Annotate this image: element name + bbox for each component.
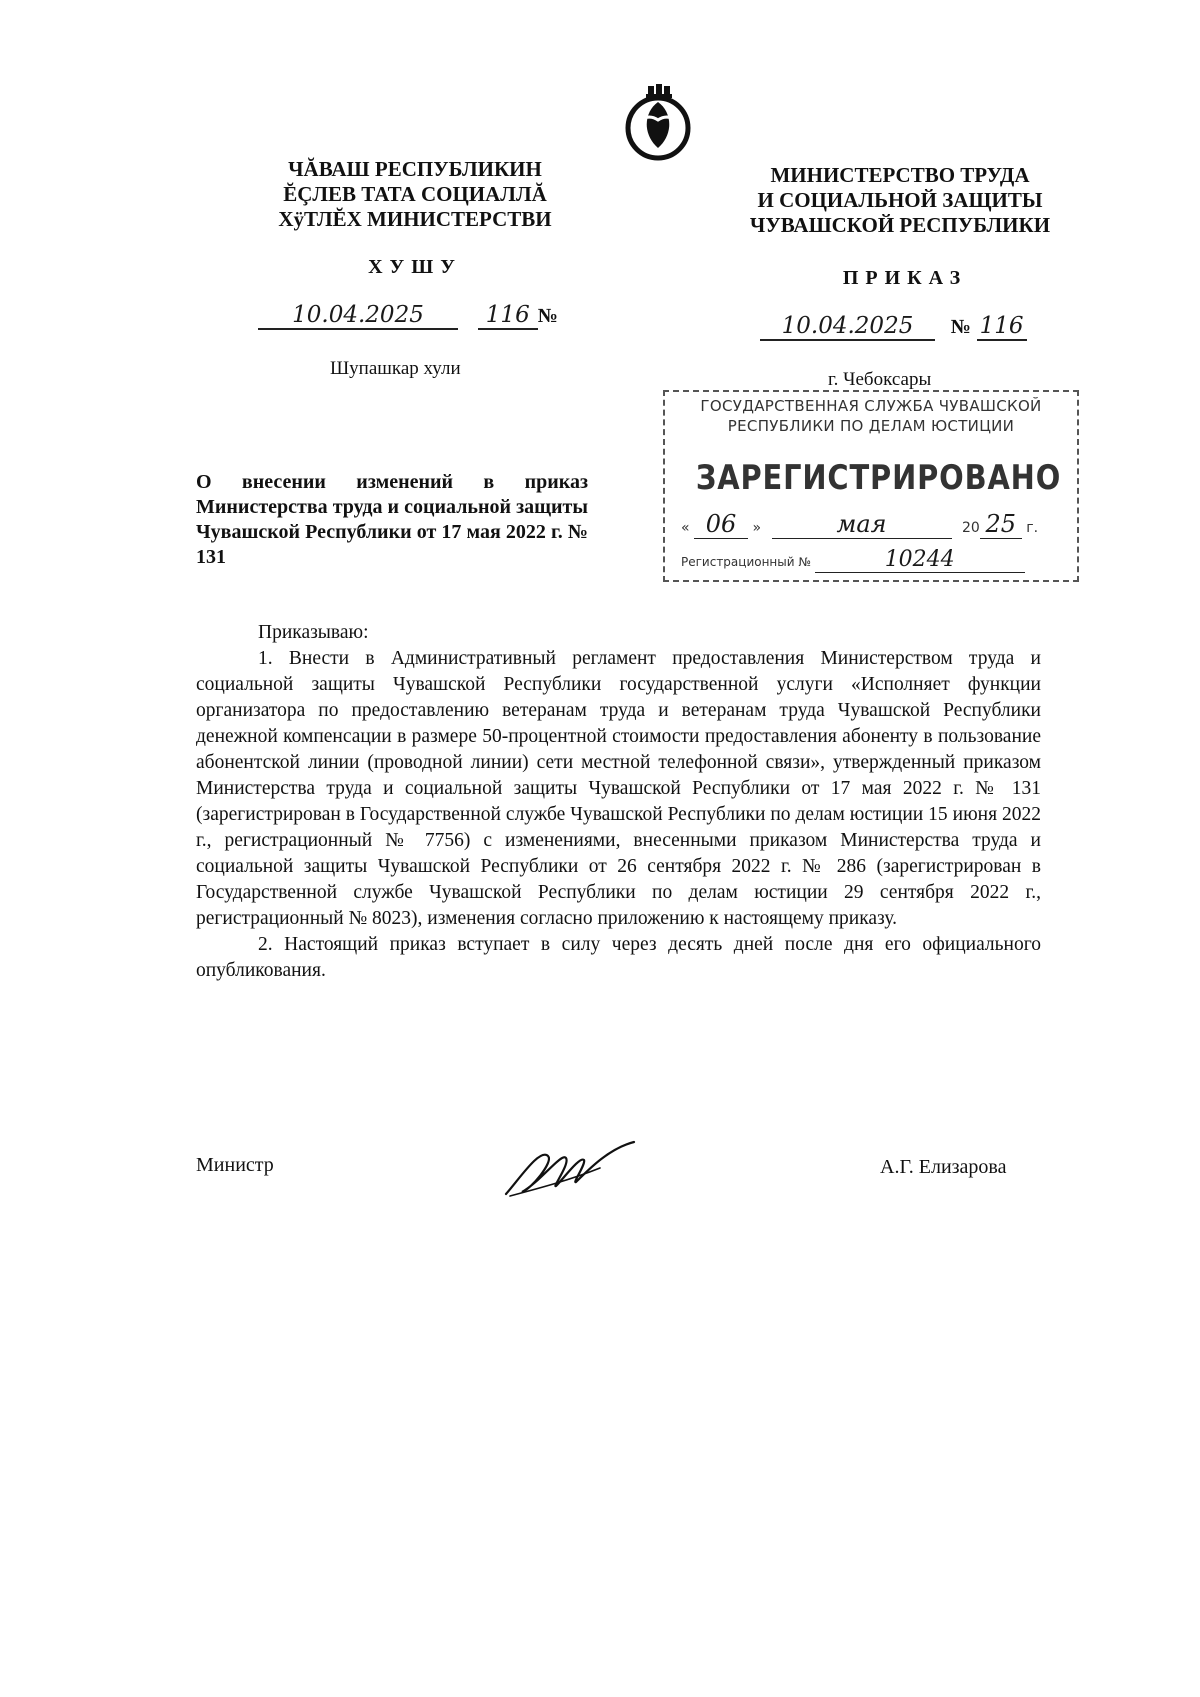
- signature-icon: [500, 1138, 640, 1200]
- stamp-date: [681, 510, 1038, 539]
- header-right-line: ЧУВАШСКОЙ РЕСПУБЛИКИ: [749, 213, 1051, 237]
- stamp-reg-value: 10244: [815, 547, 1025, 573]
- stamp-org-line: ГОСУДАРСТВЕННАЯ СЛУЖБА ЧУВАШСКОЙ: [700, 397, 1042, 415]
- date-line-right: [760, 313, 1027, 341]
- date-left: 10.04.2025: [258, 302, 458, 330]
- place-russian: г. Чебоксары: [828, 369, 932, 390]
- doc-type-chuvash: ХУШУ: [368, 256, 462, 278]
- stamp-organization: [665, 396, 1077, 436]
- stamp-year-unit: г.: [1026, 520, 1039, 536]
- number-right: 116: [977, 313, 1027, 341]
- doc-type-russian: ПРИКАЗ: [842, 267, 968, 289]
- stamp-org-line: РЕСПУБЛИКИ ПО ДЕЛАМ ЮСТИЦИИ: [727, 417, 1015, 435]
- stamp-reg-number: [681, 547, 1025, 573]
- stamp-year-prefix: 20: [961, 520, 980, 536]
- header-left-line: ХÿТЛĔХ МИНИСТЕРСТВИ: [278, 207, 552, 231]
- header-right: [700, 163, 1100, 238]
- document-body: [196, 620, 1041, 984]
- number-sign-right: №: [950, 316, 971, 338]
- header-right-line: МИНИСТЕРСТВО ТРУДА: [770, 163, 1030, 187]
- place-chuvash: Шупашкар хули: [330, 358, 461, 379]
- document-subject: О внесении изменений в приказ Министерства труда и социальной защиты Чувашской Республики от 17 мая 2022 г. № 131: [196, 471, 588, 568]
- number-sign-left: №: [537, 305, 558, 327]
- emblem-icon: [620, 82, 696, 162]
- body-paragraph-2: 2. Настоящий приказ вступает в силу через десять дней после дня его официального опубликования.: [196, 934, 1041, 981]
- body-paragraph-1: 1. Внести в Административный регламент предоставления Министерством труда и социальной защиты Чувашской Республики государственной услуги «Исполняет функции организатора по предоставлению ветеранам труда и ветеранам труда Чувашской Республики денежной компенсации в размере 50-процентной стоимости предоставления абоненту в пользование абонентской линии (проводной линии) сети местной телефонной связи», утвержденный приказом Министерства труда и социальной защиты Чувашской Республики от 17 мая 2022 г. № 131 (зарегистрирован в Государственной службе Чувашской Республики по делам юстиции 15 июня 2022 г., регистрационный № 7756) с изменениями, внесенными приказом Министерства труда и социальной защиты Чувашской Республики от 26 сентября 2022 г. № 286 (зарегистрирован в Государственной службе Чувашской Республики по делам юстиции 29 сентября 2022 г., регистрационный № 8023), изменения согласно приложению к настоящему приказу.: [196, 648, 1041, 929]
- stamp-quote-open: «: [681, 520, 690, 536]
- body-intro: Приказываю:: [258, 622, 369, 643]
- header-left: [230, 157, 600, 232]
- signatory-name: А.Г. Елизарова: [880, 1156, 1007, 1178]
- stamp-year-suffix: 25: [980, 510, 1022, 539]
- stamp-quote-close: »: [752, 520, 762, 536]
- stamp-registered-label: ЗАРЕГИСТРИРОВАНО: [695, 458, 1062, 498]
- registration-stamp: [663, 390, 1079, 582]
- number-left: 116: [478, 302, 538, 330]
- signatory-title: Министр: [196, 1154, 274, 1176]
- header-left-line: ĔÇЛЕВ ТАТА СОЦИАЛЛĂ: [283, 182, 547, 206]
- date-right: 10.04.2025: [760, 313, 935, 341]
- stamp-reg-label: Регистрационный №: [681, 555, 811, 569]
- header-right-line: И СОЦИАЛЬНОЙ ЗАЩИТЫ: [757, 188, 1043, 212]
- stamp-day: 06: [694, 510, 748, 539]
- date-line-left: [258, 302, 558, 330]
- stamp-month: мая: [772, 510, 952, 539]
- header-left-line: ЧĂВАШ РЕСПУБЛИКИН: [288, 157, 542, 181]
